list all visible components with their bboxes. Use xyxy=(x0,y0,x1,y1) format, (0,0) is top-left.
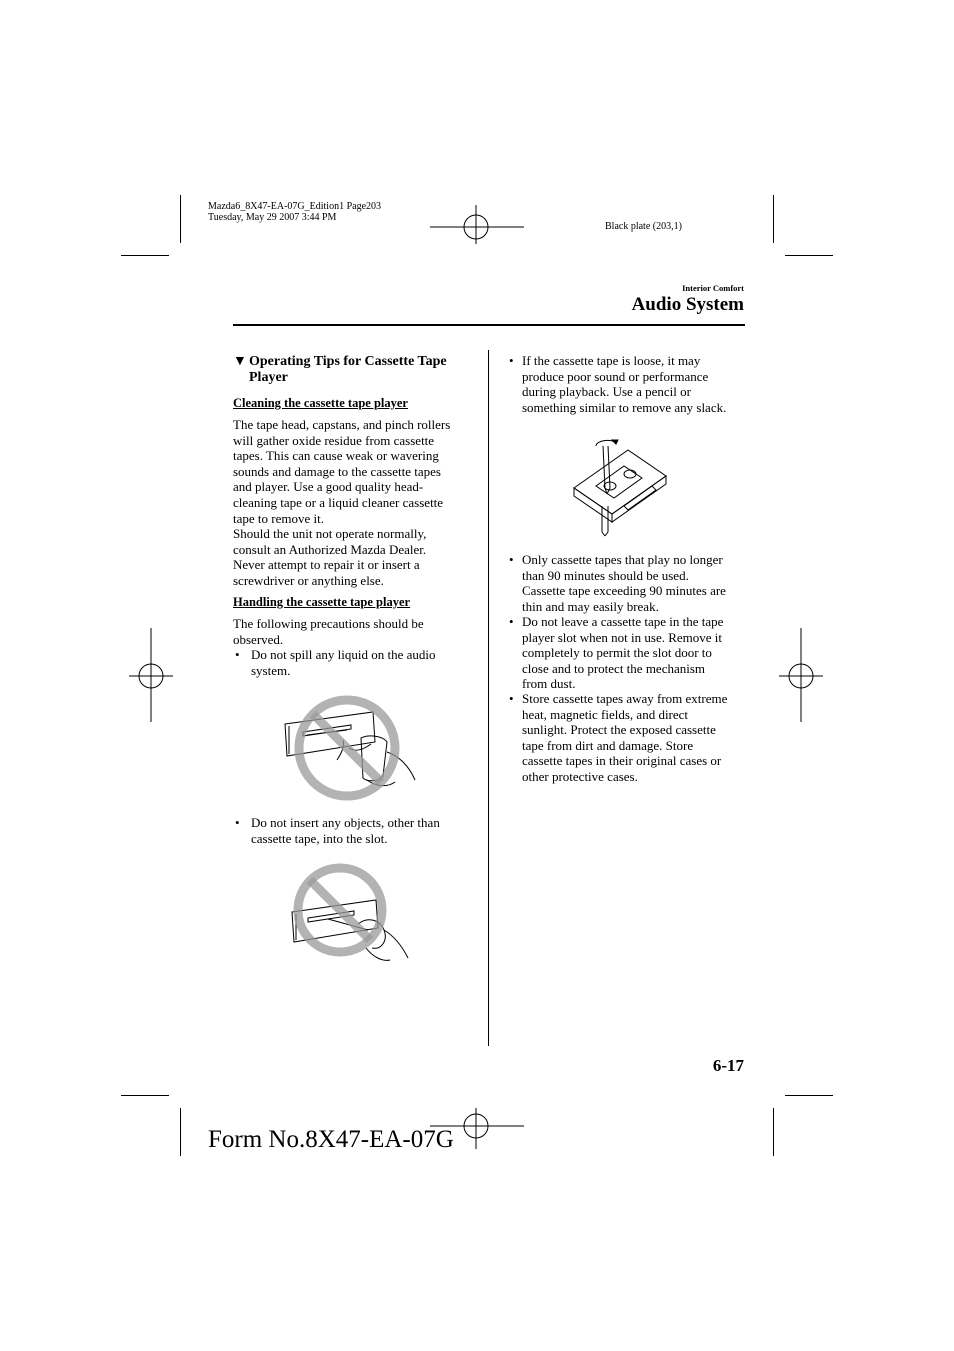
heading-line: Player xyxy=(249,370,288,385)
text-line: something similar to remove any slack. xyxy=(522,399,727,415)
text-line: cleaning tape or a liquid cleaner cassette xyxy=(233,494,444,510)
text-line: observed. xyxy=(233,631,284,647)
file-info-line-1: Mazda6_8X47-EA-07G_Edition1 Page203 xyxy=(208,201,382,212)
text-line: Store cassette tapes away from extreme xyxy=(522,691,728,706)
list-item xyxy=(509,353,749,417)
text-line: heat, magnetic fields, and direct xyxy=(522,706,689,722)
text-line: screwdriver or anything else. xyxy=(233,572,384,588)
text-line: Cassette tape exceeding 90 minutes are xyxy=(522,583,726,599)
bullet-dot: • xyxy=(509,614,514,629)
text-line: tape from dirt and damage. Store xyxy=(522,737,694,753)
bullet-text xyxy=(522,614,723,692)
text-line: Do not spill any liquid on the audio xyxy=(251,647,436,662)
list-item xyxy=(235,647,475,679)
text-line: consult an Authorized Mazda Dealer. xyxy=(233,541,427,557)
text-line: cassette tapes in their original cases or xyxy=(522,753,722,769)
text-line: will gather oxide residue from cassette xyxy=(233,432,435,448)
text-line: than 90 minutes should be used. xyxy=(522,567,689,583)
text-line: If the cassette tape is loose, it may xyxy=(522,353,701,368)
cleaning-subheading: Cleaning the cassette tape player xyxy=(233,396,408,410)
text-line: other protective cases. xyxy=(522,768,638,784)
form-number: Form No.8X47-EA-07G xyxy=(208,1126,454,1153)
cassette-pencil-illustration xyxy=(572,436,672,536)
bullet-text xyxy=(522,691,727,785)
list-item xyxy=(509,691,749,787)
text-line: and player. Use a good quality head- xyxy=(233,479,424,495)
text-line: The following precautions should be xyxy=(233,616,424,631)
text-line: Only cassette tapes that play no longer xyxy=(522,552,723,567)
cleaning-paragraph xyxy=(233,417,450,589)
bullet-text xyxy=(251,815,440,846)
text-line: close and to protect the mechanism xyxy=(522,660,706,676)
text-line: Never attempt to repair it or insert a xyxy=(233,557,420,573)
handling-subheading: Handling the cassette tape player xyxy=(233,595,411,609)
bullet-dot: • xyxy=(509,353,514,368)
bullet-dot: • xyxy=(509,552,514,567)
heading-marker: ▼ xyxy=(233,354,247,369)
text-line: produce poor sound or performance xyxy=(522,368,709,384)
text-line: Should the unit not operate normally, xyxy=(233,526,427,542)
column-divider xyxy=(488,350,489,1046)
text-line: sounds and damage to the cassette tapes xyxy=(233,463,441,479)
list-item xyxy=(509,614,749,694)
bullet-text xyxy=(251,647,436,678)
chapter-label: Interior Comfort xyxy=(682,283,744,293)
text-line: during playback. Use a pencil or xyxy=(522,384,691,400)
bullet-dot: • xyxy=(235,647,240,662)
file-info-line-2: Tuesday, May 29 2007 3:44 PM xyxy=(208,212,337,223)
section-title: Audio System xyxy=(631,294,744,315)
no-objects-illustration xyxy=(288,864,418,964)
bullet-dot: • xyxy=(509,691,514,706)
no-liquid-illustration xyxy=(283,694,423,804)
list-item xyxy=(509,552,749,616)
text-line: player slot when not in use. Remove it xyxy=(522,629,723,645)
text-line: completely to permit the slot door to xyxy=(522,645,712,661)
text-line: Do not insert any objects, other than xyxy=(251,815,440,830)
text-line: The tape head, capstans, and pinch rollers xyxy=(233,417,451,432)
text-line: system. xyxy=(251,662,291,678)
bullet-text xyxy=(522,552,726,614)
bullet-dot: • xyxy=(235,815,240,830)
text-line: Do not leave a cassette tape in the tape xyxy=(522,614,724,629)
heading-line: Operating Tips for Cassette Tape xyxy=(249,354,447,369)
text-line: sunlight. Protect the exposed cassette xyxy=(522,722,716,738)
list-item xyxy=(235,815,475,847)
header-rule xyxy=(233,324,745,326)
section-heading xyxy=(249,354,447,386)
handling-intro xyxy=(233,616,424,647)
text-line: thin and may easily break. xyxy=(522,598,659,614)
text-line: tape to remove it. xyxy=(233,510,324,526)
page-number: 6-17 xyxy=(712,1056,744,1075)
text-line: tapes. This can cause weak or wavering xyxy=(233,448,439,464)
text-line: cassette tape, into the slot. xyxy=(251,830,388,846)
bullet-text xyxy=(522,353,726,415)
plate-label: Black plate (203,1) xyxy=(605,221,682,232)
text-line: from dust. xyxy=(522,676,576,692)
